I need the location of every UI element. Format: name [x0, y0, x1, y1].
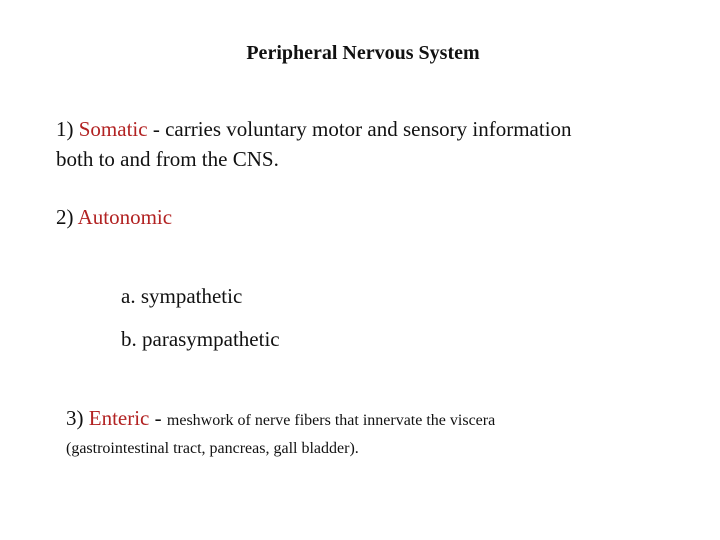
item-description: - carries voluntary motor and sensory information — [152, 117, 572, 141]
item-description-cont: (gastrointestinal tract, pancreas, gall bladder). — [66, 440, 359, 457]
subitem-sympathetic: a. sympathetic — [121, 284, 243, 308]
item-number: 2) — [56, 205, 74, 229]
item-description-cont: both to and from the CNS. — [56, 147, 279, 171]
item-term: Enteric — [88, 406, 150, 430]
list-item-somatic — [56, 114, 676, 174]
slide-title: Peripheral Nervous System — [246, 42, 480, 64]
item-term: Autonomic — [77, 205, 173, 229]
subitem-parasympathetic: b. parasympathetic — [121, 327, 280, 351]
list-item-autonomic — [56, 202, 676, 232]
item-dash: - — [154, 406, 162, 430]
item-number: 3) — [66, 406, 84, 430]
item-term: Somatic — [78, 117, 148, 141]
item-description: meshwork of nerve fibers that innervate the viscera — [166, 412, 496, 429]
item-number: 1) — [56, 117, 74, 141]
list-item-enteric — [66, 405, 686, 460]
